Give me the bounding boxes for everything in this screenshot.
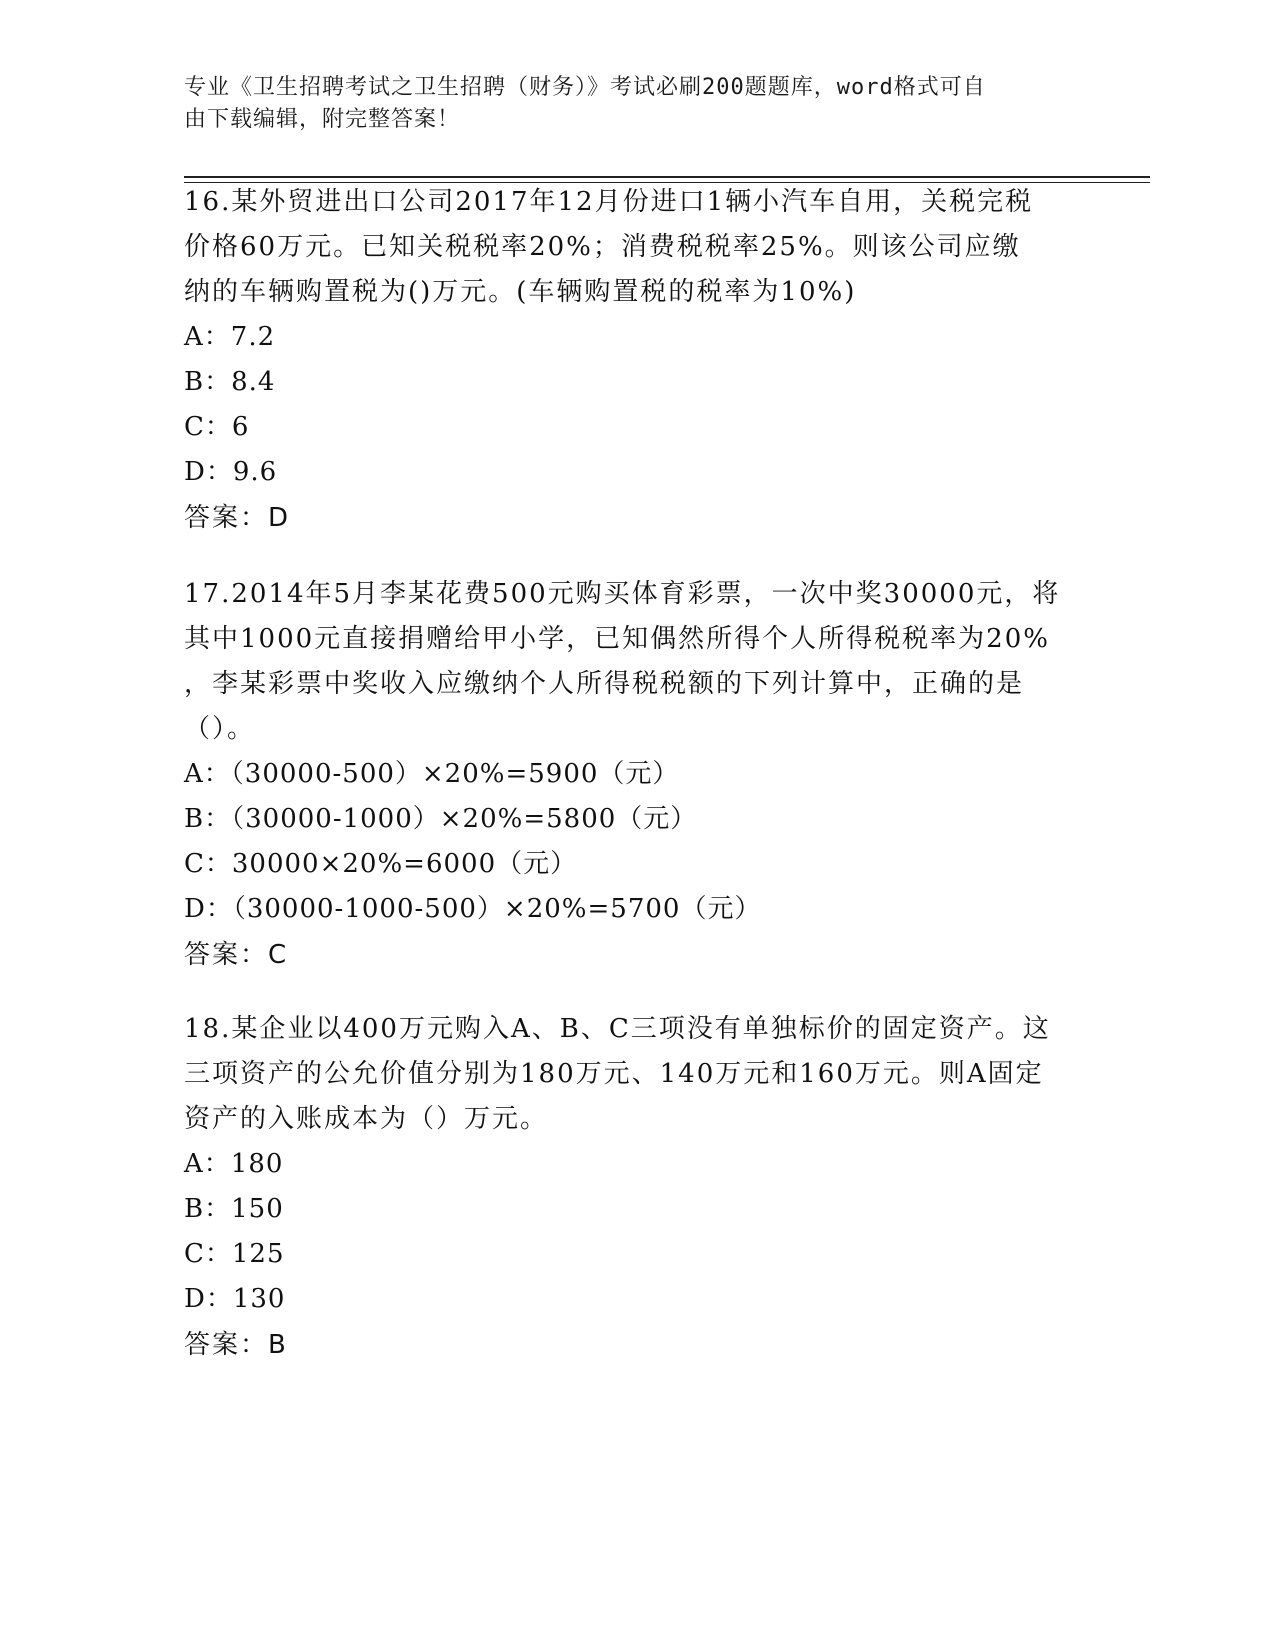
- option-a: A：（30000-500）×20%=5900（元）: [184, 759, 680, 789]
- answer-label: 答案：: [184, 1330, 269, 1360]
- option-c: C：125: [184, 1239, 285, 1269]
- question-17: [184, 572, 1084, 978]
- option-b: B：150: [184, 1194, 284, 1224]
- header-line-2: 由下载编辑，附完整答案！: [184, 107, 461, 132]
- answer-value: B: [268, 1330, 286, 1360]
- document-header: [184, 72, 1064, 136]
- stem-line: 其中1000元直接捐赠给甲小学，已知偶然所得个人所得税税率为20%: [184, 624, 1050, 654]
- answer-line: [184, 932, 1084, 978]
- stem-line: 资产的入账成本为（）万元。: [184, 1104, 549, 1134]
- stem-line: ，李某彩票中奖收入应缴纳个人所得税税额的下列计算中，正确的是: [184, 669, 1025, 699]
- stem-line: 价格60万元。已知关税税率20%；消费税税率25%。则该公司应缴: [184, 232, 1021, 262]
- answer-value: C: [268, 940, 287, 970]
- stem-line: 三项资产的公允价值分别为180万元、140万元和160万元。则A固定: [184, 1059, 1044, 1089]
- answer-line: [184, 1322, 1084, 1368]
- header-line-1: 专业《卫生招聘考试之卫生招聘（财务）》考试必刷200题题库，word格式可自: [184, 75, 986, 100]
- option-b: B：8.4: [184, 367, 276, 397]
- question-stem: [184, 180, 1084, 315]
- option-a: A：180: [184, 1149, 284, 1179]
- option-d: D：9.6: [184, 457, 278, 487]
- question-stem: [184, 572, 1084, 752]
- question-16: [184, 180, 1084, 541]
- stem-line: 纳的车辆购置税为()万元。(车辆购置税的税率为10%): [184, 277, 857, 307]
- answer-line: [184, 495, 1084, 541]
- option-a: A：7.2: [184, 322, 276, 352]
- option-b: B：（30000-1000）×20%=5800（元）: [184, 804, 698, 834]
- option-d: D：130: [184, 1284, 286, 1314]
- question-18: [184, 1007, 1084, 1368]
- answer-label: 答案：: [184, 940, 269, 970]
- option-d: D：（30000-1000-500）×20%=5700（元）: [184, 894, 762, 924]
- header-divider-thick: [184, 176, 1150, 178]
- answer-value: D: [268, 503, 289, 533]
- option-c: C：30000×20%=6000（元）: [184, 849, 578, 879]
- answer-label: 答案：: [184, 503, 269, 533]
- stem-line: 16.某外贸进出口公司2017年12月份进口1辆小汽车自用，关税完税: [184, 187, 1034, 217]
- stem-line: 17.2014年5月李某花费500元购买体育彩票，一次中奖30000元，将: [184, 579, 1061, 609]
- stem-line: 18.某企业以400万元购入A、B、C三项没有单独标价的固定资产。这: [184, 1014, 1051, 1044]
- stem-line: （）。: [184, 714, 256, 744]
- option-c: C：6: [184, 412, 250, 442]
- question-stem: [184, 1007, 1084, 1142]
